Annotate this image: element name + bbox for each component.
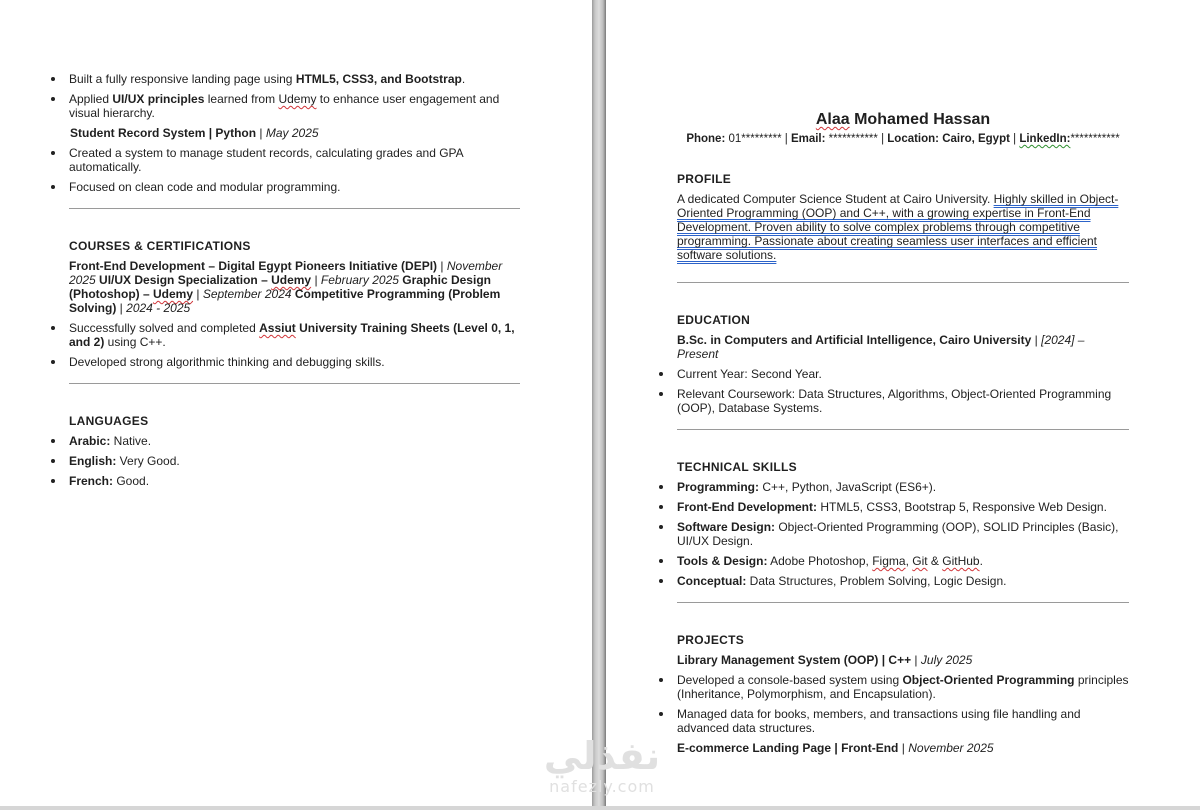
resume-contact-line	[677, 132, 1129, 146]
bullet-dot-icon	[51, 185, 55, 189]
text-run: Built a fully responsive landing page using	[69, 72, 296, 86]
text-run: Conceptual:	[677, 574, 747, 588]
text-run: 01********* |	[728, 133, 791, 145]
text-run: |	[898, 741, 909, 755]
text-run: |	[1031, 333, 1042, 347]
text-run: *********** |	[828, 133, 888, 145]
text-run: Udemy	[278, 92, 317, 106]
text-run: Software Design:	[677, 520, 776, 534]
section-title-projects: PROJECTS	[677, 633, 745, 647]
bullet-item	[69, 180, 521, 194]
text-run: Arabic:	[69, 434, 111, 448]
text-run: 2024 - 2025	[126, 301, 191, 315]
bullet-item	[69, 72, 521, 86]
bullet-item	[677, 574, 1129, 588]
project-entry-student-record	[70, 126, 521, 140]
text-run: A dedicated Computer Science Student at Cairo University.	[677, 192, 994, 206]
section-title-languages: LANGUAGES	[69, 414, 149, 428]
text-run: November 2025	[69, 259, 503, 287]
text-run: Student Record System | Python	[70, 126, 257, 140]
bullet-item	[69, 434, 521, 448]
text-run: ,	[905, 554, 913, 568]
text-run: French:	[69, 474, 114, 488]
watermark-latin-text: nafezly.com	[549, 777, 655, 796]
bullet-dot-icon	[659, 485, 663, 489]
bullet-item	[677, 480, 1129, 494]
text-run: HTML5, CSS3, Bootstrap 5, Responsive Web Design.	[817, 500, 1107, 514]
text-run: Object-Oriented Programming	[902, 673, 1075, 687]
bullet-item	[69, 321, 521, 349]
text-run: May 2025	[265, 126, 319, 140]
text-run: UI/UX principles	[112, 92, 205, 106]
bullet-item	[677, 520, 1129, 548]
section-title-education: EDUCATION	[677, 313, 751, 327]
text-run: &	[927, 554, 943, 568]
text-run: Competitive Programming (Problem Solving)	[69, 287, 501, 315]
page-bottom-edge	[0, 806, 1200, 810]
education-bullets	[677, 367, 1129, 415]
text-run: |	[193, 287, 203, 301]
document-page-right	[606, 0, 1200, 810]
text-run: Programming:	[677, 480, 760, 494]
bullet-dot-icon	[659, 559, 663, 563]
text-run: |	[256, 126, 266, 140]
text-run: |	[437, 259, 447, 273]
page-left-content	[69, 72, 521, 494]
text-run: Email:	[790, 133, 829, 145]
text-run: to enhance user engagement and visual hierarchy.	[69, 92, 500, 120]
text-run: Developed strong algorithmic thinking and debugging skills.	[69, 355, 385, 369]
projects-bullets	[677, 673, 1129, 735]
text-run: |	[311, 273, 321, 287]
text-run: September 2024	[202, 287, 292, 301]
page-right-content	[677, 110, 1129, 761]
text-run: Library Management System (OOP) | C++	[677, 653, 912, 667]
text-run: July 2025	[920, 653, 973, 667]
education-entry	[677, 333, 1129, 361]
text-run: Git	[912, 554, 928, 568]
landing-page-bullets	[69, 72, 521, 120]
watermark-arabic-text: نفذلي	[543, 734, 661, 778]
text-run: February 2025	[320, 273, 399, 287]
text-run: Figma	[872, 554, 906, 568]
bullet-dot-icon	[659, 505, 663, 509]
bullet-dot-icon	[659, 525, 663, 529]
text-run: .	[461, 72, 466, 86]
section-title-courses: COURSES & CERTIFICATIONS	[69, 239, 251, 253]
project-entry-library	[677, 653, 1129, 667]
bullet-dot-icon	[51, 439, 55, 443]
bullet-item	[677, 500, 1129, 514]
text-run: .	[979, 554, 983, 568]
bullet-dot-icon	[51, 459, 55, 463]
student-record-bullets	[69, 146, 521, 194]
text-run: using C++.	[104, 335, 166, 349]
languages-bullets	[69, 434, 521, 488]
bullet-dot-icon	[51, 326, 55, 330]
text-run: Udemy	[153, 287, 194, 301]
text-run: E-commerce Landing Page | Front-End	[677, 741, 899, 755]
text-run: Applied	[69, 92, 113, 106]
text-run: Relevant Coursework: Data Structures, Algorithms, Object-Oriented Programming (OOP), Database Systems.	[677, 387, 1112, 415]
bullet-item	[69, 92, 521, 120]
bullet-dot-icon	[659, 712, 663, 716]
bullet-dot-icon	[659, 392, 663, 396]
section-title-profile: PROFILE	[677, 172, 732, 186]
text-run: Developed a console-based system using	[677, 673, 903, 687]
text-run: Graphic Design (Photoshop) –	[69, 273, 491, 301]
text-run: University Training Sheets (Level 0, 1, and 2)	[69, 321, 515, 349]
text-run: Tools & Design:	[677, 554, 768, 568]
text-run: Alaa	[815, 111, 850, 128]
bullet-item	[69, 474, 521, 488]
text-run: English:	[69, 454, 117, 468]
text-run: GitHub	[942, 554, 980, 568]
text-run: Current Year: Second Year.	[677, 367, 822, 381]
text-run: Front-End Development:	[677, 500, 817, 514]
bullet-item	[677, 387, 1129, 415]
bullet-item	[677, 707, 1129, 735]
text-run: November 2025	[908, 741, 994, 755]
text-run: learned from	[204, 92, 279, 106]
text-run: Managed data for books, members, and transactions using file handling and advanced data structures.	[677, 707, 1081, 735]
bullet-dot-icon	[51, 77, 55, 81]
text-run: Highly skilled in Object-Oriented Programming (OOP) and C++, with a growing expertise in Front-End Development. Proven ability to solve complex problems through competitive programming. Passionate about creating seamless user interfaces and efficient software solutions.	[677, 192, 1119, 262]
text-run: HTML5, CSS3, and Bootstrap	[295, 72, 462, 86]
profile-text	[677, 192, 1129, 262]
text-run: UI/UX Design Specialization –	[95, 273, 272, 287]
text-run: Created a system to manage student records, calculating grades and GPA automatically.	[69, 146, 463, 174]
bullet-dot-icon	[659, 579, 663, 583]
text-run: |	[116, 301, 127, 315]
bullet-dot-icon	[51, 360, 55, 364]
text-run: principles (Inheritance, Polymorphism, and Encapsulation).	[677, 673, 1129, 701]
bullet-item	[677, 554, 1129, 568]
courses-bullets	[69, 321, 521, 369]
text-run: Good.	[113, 474, 150, 488]
bullet-item	[677, 367, 1129, 381]
skills-bullets	[677, 480, 1129, 588]
resume-name	[677, 110, 1129, 130]
bullet-dot-icon	[659, 678, 663, 682]
section-title-skills: TECHNICAL SKILLS	[677, 460, 797, 474]
text-run: Focused on clean code and modular programming.	[69, 180, 341, 194]
bullet-item	[677, 673, 1129, 701]
project-entry-ecommerce	[677, 741, 1129, 755]
text-run: Front-End Development – Digital Egypt Pioneers Initiative (DEPI)	[69, 259, 438, 273]
text-run: LinkedIn:	[1019, 133, 1071, 145]
bullet-dot-icon	[51, 97, 55, 101]
text-run: Native.	[110, 434, 152, 448]
courses-entry	[69, 259, 521, 315]
bullet-item	[69, 454, 521, 468]
text-run: Phone:	[686, 133, 729, 145]
text-run: Adobe Photoshop,	[767, 554, 873, 568]
text-run: Object-Oriented Programming (OOP), SOLID Principles (Basic), UI/UX Design.	[677, 520, 1119, 548]
text-run: Assiut	[259, 321, 296, 335]
text-run: Very Good.	[116, 454, 180, 468]
text-run: B.Sc. in Computers and Artificial Intelligence, Cairo University	[677, 333, 1032, 347]
text-run: Data Structures, Problem Solving, Logic Design.	[746, 574, 1007, 588]
bullet-item	[69, 355, 521, 369]
text-run: C++, Python, JavaScript (ES6+).	[759, 480, 937, 494]
text-run: Mohamed Hassan	[849, 111, 991, 128]
text-run: ***********	[1070, 133, 1120, 145]
bullet-dot-icon	[659, 372, 663, 376]
bullet-dot-icon	[51, 151, 55, 155]
bullet-dot-icon	[51, 479, 55, 483]
text-run: Udemy	[271, 273, 312, 287]
text-run: [2024] – Present	[677, 333, 1085, 361]
text-run: |	[1009, 133, 1020, 145]
bullet-item	[69, 146, 521, 174]
text-run: Location: Cairo, Egypt	[887, 133, 1010, 145]
text-run: |	[911, 653, 921, 667]
document-page-left	[0, 0, 592, 810]
page-gap-divider	[592, 0, 606, 810]
text-run: Successfully solved and completed	[69, 321, 260, 335]
